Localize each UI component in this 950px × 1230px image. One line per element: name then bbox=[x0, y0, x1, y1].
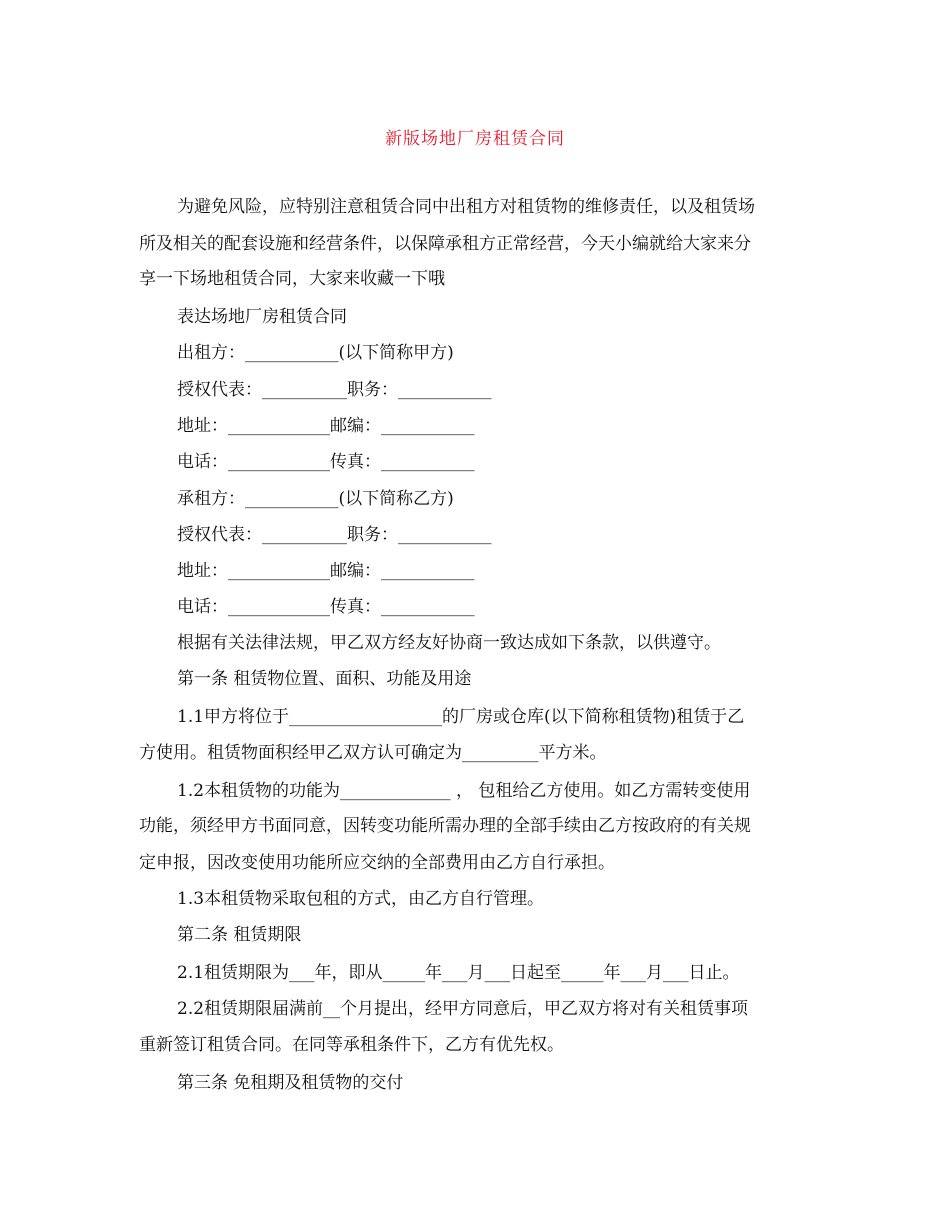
clause-line: 1.1甲方将位于__________________的厂房或仓库(以下简称租赁物)租赁于乙 bbox=[177, 707, 745, 727]
article-heading: 第二条 租赁期限 bbox=[177, 925, 302, 945]
party-field: 出租方：___________(以下简称甲方) bbox=[177, 343, 454, 363]
party-field: 电话：____________传真：___________ bbox=[177, 452, 475, 472]
party-field: 授权代表：__________职务：___________ bbox=[177, 525, 492, 545]
party-field: 地址：____________邮编：___________ bbox=[177, 561, 475, 581]
paragraph-line: 所及相关的配套设施和经营条件，以保障承租方正常经营，今天小编就给大家来分 bbox=[139, 234, 751, 254]
paragraph-line: 享一下场地租赁合同，大家来收藏一下哦 bbox=[139, 269, 445, 289]
paragraph-line: 为避免风险，应特别注意租赁合同中出租方对租赁物的维修责任，以及租赁场 bbox=[177, 197, 755, 217]
section-heading: 表达场地厂房租赁合同 bbox=[177, 307, 347, 327]
clause-line: 方使用。租赁物面积经甲乙双方认可确定为_________平方米。 bbox=[139, 743, 607, 763]
party-field: 地址：____________邮编：___________ bbox=[177, 416, 475, 436]
clause-line: 定申报，因改变使用功能所应交纳的全部费用由乙方自行承担。 bbox=[139, 853, 615, 873]
clause-line: 1.3本租赁物采取包租的方式，由乙方自行管理。 bbox=[177, 889, 545, 909]
article-heading: 第一条 租赁物位置、面积、功能及用途 bbox=[177, 669, 472, 689]
clause-line: 2.2租赁期限届满前__个月提出，经甲方同意后，甲乙双方将对有关租赁事项 bbox=[177, 999, 749, 1019]
article-heading: 第三条 免租期及租赁物的交付 bbox=[177, 1073, 404, 1093]
paragraph-line: 根据有关法律法规，甲乙双方经友好协商一致达成如下条款，以供遵守。 bbox=[177, 633, 721, 653]
document-title: 新版场地厂房租赁合同 bbox=[385, 129, 565, 149]
clause-line: 1.2本租赁物的功能为_____________ ， 包租给乙方使用。如乙方需转变使用 bbox=[177, 781, 751, 801]
party-field: 承租方：___________(以下简称乙方) bbox=[177, 489, 454, 509]
party-field: 授权代表：__________职务：___________ bbox=[177, 380, 492, 400]
clause-line: 重新签订租赁合同。在同等承租条件下，乙方有优先权。 bbox=[139, 1035, 564, 1055]
party-field: 电话：____________传真：___________ bbox=[177, 597, 475, 617]
clause-line: 功能，须经甲方书面同意，因转变功能所需办理的全部手续由乙方按政府的有关规 bbox=[139, 816, 751, 836]
clause-line: 2.1租赁期限为___年，即从_____年___月___日起至_____年___月___日止。 bbox=[177, 963, 740, 983]
